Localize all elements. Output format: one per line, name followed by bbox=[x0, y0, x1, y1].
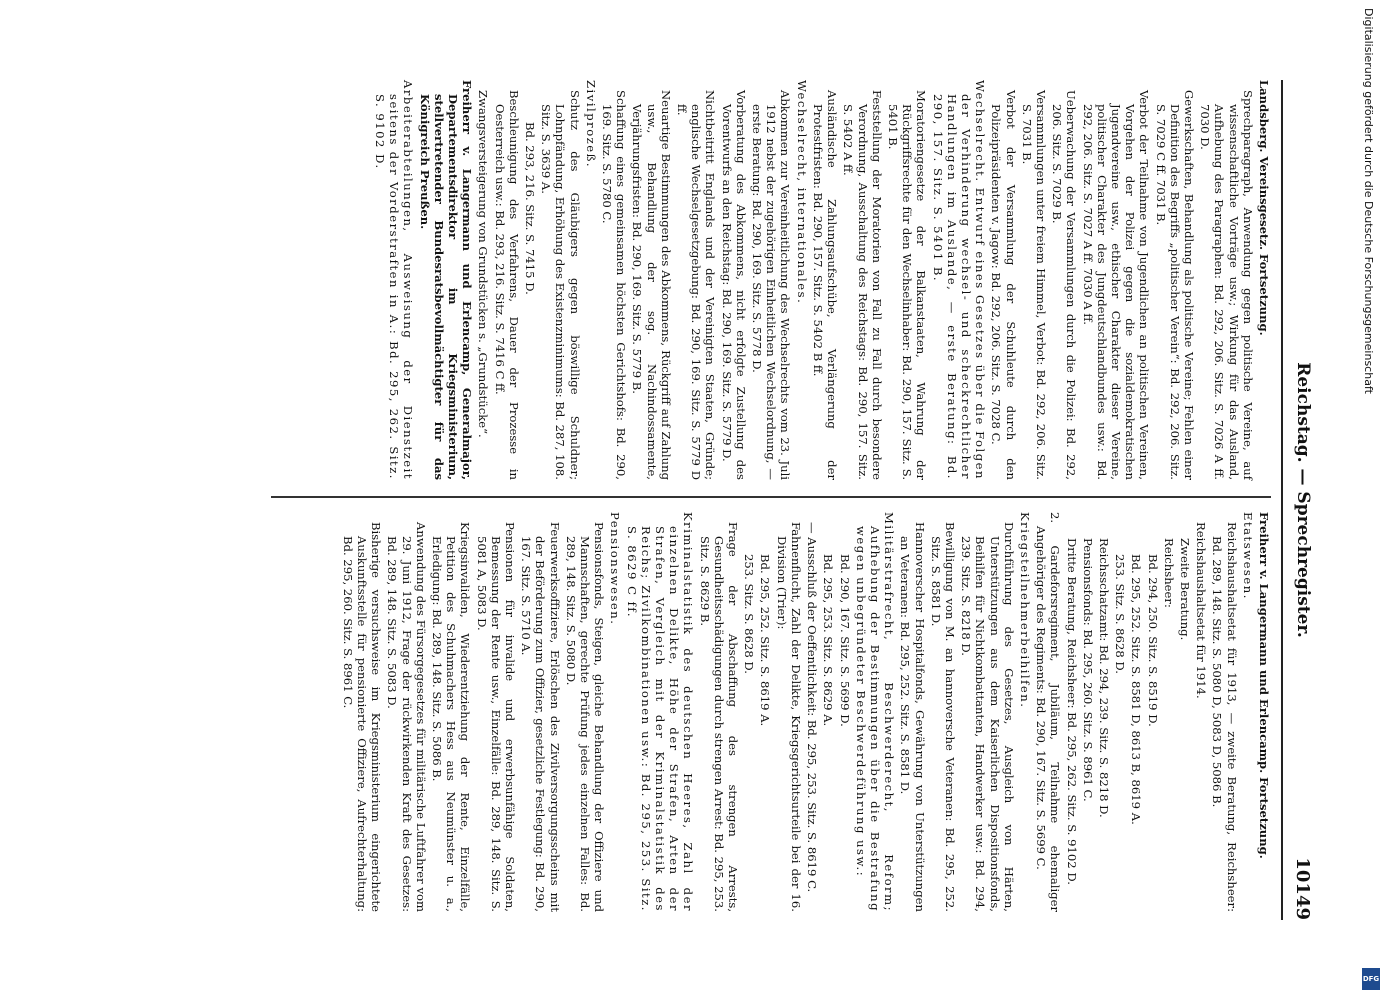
register-entry: Wechselrecht. Entwurf eines Gesetzes über die Folgen der Verhinderung wechsel- und scheckrechtlicher Handlungen im Auslande, — erste Beratung: Bd. 290, 157. Sitz. S. 5401 B. bbox=[930, 80, 988, 480]
register-entry: Frage der Abschaffung des strengen Arrests, Gesundheitsschädigungen durch strengen Arrest: Bd. 295, 253. Sitz. S. 8629 B. bbox=[697, 522, 741, 912]
register-entry: Zwangsversteigerung von Grundstücken s. „Grundstücke“. bbox=[476, 90, 491, 438]
register-entry: Pensionsfonds: Bd. 295, 260. Sitz. S. 8961 C. bbox=[1080, 538, 1095, 802]
register-entry: Kriegsteilnehmerbeihilfen. bbox=[1017, 512, 1032, 709]
register-entry: Bisherige versuchsweise im Kriegsministerium eingerichtete Auskunftsstelle für pensionierte Offiziere, Aufrechterhaltung: Bd. 295, 260. Sitz. S. 8961 C. bbox=[340, 522, 384, 912]
register-entry: Dritte Beratung, Reichsheer: Bd. 295, 262. Sitz. S. 9102 D. bbox=[1064, 538, 1079, 885]
register-entry: Neuartige Bestimmungen des Abkommens, Rückgriff auf Zahlung usw., Behandlung der sog. Nachindossamente, Verjährungsfristen: Bd. 290, 169. Sitz. S. 5779 B. bbox=[630, 90, 673, 480]
register-entry: Nichtbeitritt Englands und der Vereinigten Staaten, Gründe; englische Wechselgesetzgebung: Bd. 290, 169. Sitz. S. 5779 D ff. bbox=[675, 90, 718, 480]
register-entry: Bd. 295, 253. Sitz. S. 8629 A. bbox=[821, 554, 836, 727]
register-entry: Moratoriengesetze der Balkanstaaten, Wahrung der Rückgriffsrechte für den Wechselinhaber: Bd. 290, 157. Sitz. S. 5401 B. bbox=[885, 90, 929, 480]
register-entry: Reichshaushaltsetat für 1913, — zweite Beratung, Reichsheer: Bd. 289, 148. Sitz. S. 5080 D, 5083 D, 5086 B. bbox=[1210, 522, 1239, 912]
register-entry: Bd. 295, 252. Sitz. S. 8581 D, 8613 B, 8619 A. bbox=[1129, 554, 1144, 825]
register-entry: Bd. 290, 167. Sitz. S. 5699 D. bbox=[837, 554, 852, 727]
register-entry: Verbot der Teilnahme von Jugendlichen an politischen Vereinen, Vorgehen der Polizei gegen die sozialdemokratischen Jugendvereine usw., ethischer Charakter dieser Vereine, politischer Charakter des Jungdeutschlandbundes usw.: Bd. 292, 206. Sitz. S. 7027 A ff. 7030 A ff. bbox=[1080, 90, 1152, 480]
register-entry: Bewilligung von M. an hannoversche Veteranen: Bd. 295, 252. Sitz. S. 8581 D. bbox=[928, 522, 957, 912]
right-column bbox=[339, 512, 1271, 912]
page-number: 10149 bbox=[1292, 857, 1313, 920]
register-entry: Schaffung eines gemeinsamen höchsten Gerichtshofs: Bd. 290, 169. Sitz. S. 5780 C. bbox=[600, 90, 629, 480]
register-entry: Kriminalstatistik des deutschen Heeres, Zahl der einzelnen Delikte, Höhe der Strafen, Arten der Strafen, Vergleich mit der Kriminalstatistik des Reichs; Zivilkombinationen usw.: Bd. 295, 253. Sitz. S. 8629 C ff. bbox=[624, 512, 696, 912]
register-entry: Reichsschatzamt: Bd. 294, 239. Sitz. S. 8218 D. bbox=[1096, 538, 1111, 818]
register-entry: Ueberwachung der Versammlungen durch die Polizei: Bd. 292, 206. Sitz. S. 7029 B. bbox=[1050, 90, 1079, 480]
register-entry: Beschleunigung des Verfahrens, Dauer der Prozesse in Oesterreich usw.: Bd. 293, 216. Sitz. S. 7416 C ff. bbox=[492, 90, 521, 480]
register-entry: Pensionsfonds, Steigen, gleiche Behandlung der Offiziere und Mannschaften, gerechte Prüfung jedes einzelnen Falles: Bd. 289, 148. Sitz. S. 5080 D. bbox=[563, 522, 607, 912]
register-entry: Vorberatung des Abkommens, nicht erfolgte Zustellung des Vorentwurfs an den Reichstag: Bd. 290, 169. Sitz. S. 5779 D. bbox=[719, 90, 748, 480]
register-entry: Pensionen für invalide und erwerbsunfähige Soldaten, Bemessung der Rente usw., Einzelfälle: Bd. 289, 148. Sitz. S. 5081 A, 5083 D. bbox=[474, 522, 518, 912]
register-entry: 253. Sitz. S. 8628 D. bbox=[1113, 554, 1128, 674]
register-entry: Zweite Beratung. bbox=[1177, 538, 1192, 641]
register-entry: 2. Gardeforsregiment, Jubiläum, Teilnahme ehemaliger Angehöriger des Regiments: Bd. 290, 167. Sitz. S. 5699 C. bbox=[1034, 512, 1063, 912]
register-entry: Anwendung des Fürsorgegesetzes für militärische Luftfahrer vom 29. Juni 1912, Frage der rückwirkenden Kraft des Gesetzes: Bd. 289, 148. Sitz. S. 5083 D. bbox=[385, 522, 428, 912]
register-entry: Sprechparagraph, Anwendung gegen politische Vereine, auf wissenschaftliche Vorträge usw.; Wirkung für das Ausland, Aufhebung des Paragraphen: Bd. 292, 206. Sitz. S. 7026 A ff. 7030 D. bbox=[1198, 90, 1255, 480]
register-entry: Reichshaushaltsetat für 1914. bbox=[1194, 522, 1209, 699]
column-divider bbox=[271, 496, 1271, 498]
digitization-credit-text: Digitalisierung gefördert durch die Deutsche Forschungsgemeinschaft bbox=[1362, 8, 1375, 394]
register-entry: Arbeiterabteilungen, Ausweisung der Dienstzeit seitens der Vorderstraften in A.: Bd. 295, 262. Sitz. S. 9102 D. bbox=[373, 80, 416, 480]
register-entry: Freiherr v. Langermann und Erlencamp. Fortsetzung. bbox=[1257, 512, 1271, 859]
two-column-body bbox=[181, 80, 1271, 920]
register-entry: Bd. 294, 250. Sitz. S. 8519 D. bbox=[1145, 554, 1160, 727]
register-entry: Versammlungen unter freiem Himmel, Verbot: Bd. 292, 206. Sitz. S. 7031 B. bbox=[1019, 90, 1048, 480]
register-entry: Landsberg. Vereinsgesetz. Fortsetzung. bbox=[1257, 80, 1271, 336]
digitization-credit bbox=[1357, 8, 1379, 992]
register-entry: Gewerkschaften, Behandlung als politische Vereine; Fehlen einer Definition des Begriffs „politischer Verein“: Bd. 292, 206. Sitz. S. 7029 C ff. 7031 B. bbox=[1153, 90, 1196, 480]
register-entry: Bd. 293, 216. Sitz. S. 7415 D. bbox=[523, 122, 538, 295]
page-header bbox=[1281, 80, 1317, 920]
register-entry: Zivilprozeß. bbox=[583, 80, 598, 169]
register-entry: Ausländische Zahlungsaufschübe, Verlängerung der Protestfristen: Bd. 290, 157. Sitz. S. 5402 B ff. bbox=[810, 90, 840, 480]
register-entry: Verbot der Versammlung der Schuhleute durch den Polizeipräsidenten v. Jagow: Bd. 292, 206. Sitz. S. 7028 C. bbox=[989, 90, 1018, 480]
register-entry: Kriegsinvaliden, Wiederentziehung der Rente, Einzelfälle, Petition des Schuhmachers Hess aus Neumünster u. a., Erledigung: Bd. 289, 148. Sitz. S. 5086 B. bbox=[430, 522, 473, 912]
register-entry: Wechselrecht, internationales. bbox=[794, 80, 809, 305]
register-entry: Freiherr v. Langermann und Erlencamp, Generalmajor, Departementsdirektor im Kriegsministerium, stellvertretender Bundesratsbevollmächtigter für das Königreich Preußen. bbox=[417, 80, 475, 480]
register-entry: Schutz des Gläubigers gegen böswillige Schuldner; Lohnpfändung, Erhöhung des Existenzminimums: Bd. 287, 108. Sitz. S. 3639 A. bbox=[539, 90, 582, 480]
register-entry: Fahnenflucht, Zahl der Delikte, Kriegsgerichtsurteile bei der 16. Division (Trier): bbox=[774, 522, 803, 912]
register-entry: Abkommen zur Vereinheitlichung des Wechselrechts vom 23. Juli 1912 nebst der zugehörigen Einheitlichen Wechselordnung, — erste Beratung: Bd. 290, 169. Sitz. S. 5778 D. bbox=[750, 90, 793, 480]
register-entry: Pensionswesen. bbox=[608, 512, 623, 626]
dfg-logo-icon: DFG bbox=[1362, 968, 1380, 990]
register-entry: Durchführung des Gesetzes, Ausgleich von Härten, Unterstützungen aus dem Kaiserlichen Dispositionsfonds, Beihilfen für Nichtkombattanten, Handwerker usw.: Bd. 294, 239. Sitz. S. 8218 D. bbox=[959, 522, 1016, 912]
left-column bbox=[371, 80, 1271, 480]
register-entry: Feststellung der Moratorien von Fall zu Fall durch besondere Verordnung, Ausschaltung des Reichstags: Bd. 290, 157. Sitz. S. 5402 A ff. bbox=[841, 90, 884, 480]
register-entry: Feuerwerksoffiziere, Erlöschen des Zivilversorgungsscheins mit der Beförderung zum Offizier, gesetzliche Festlegung: Bd. 290, 167. Sitz. S. 5710 A. bbox=[519, 522, 562, 912]
register-entry: — Ausschluß der Oeffentlichkeit: Bd. 295, 253. Sitz. S. 8619 C. bbox=[805, 522, 820, 893]
register-entry: Etatswesen. bbox=[1240, 512, 1255, 600]
register-entry: Hannoverscher Hospitalfonds, Gewährung von Unterstützungen an Veteranen: Bd. 295, 252. Sitz. S. 8581 D. bbox=[898, 522, 927, 912]
register-entry: Reichsheer: bbox=[1161, 538, 1176, 608]
register-entry: Militärstrafrecht, Beschwerderecht, Reform; Aufhebung der Bestimmungen über die Bestrafung wegen unbegründeter Beschwerdeführung usw.: bbox=[853, 512, 897, 912]
page-title: Reichstag. — Sprechregister. bbox=[1293, 362, 1313, 638]
register-entry: 253. Sitz. S. 8628 D. bbox=[742, 554, 757, 674]
rotated-page bbox=[165, 60, 1335, 940]
register-entry: Bd. 295, 252. Sitz. S. 8619 A. bbox=[758, 554, 773, 727]
